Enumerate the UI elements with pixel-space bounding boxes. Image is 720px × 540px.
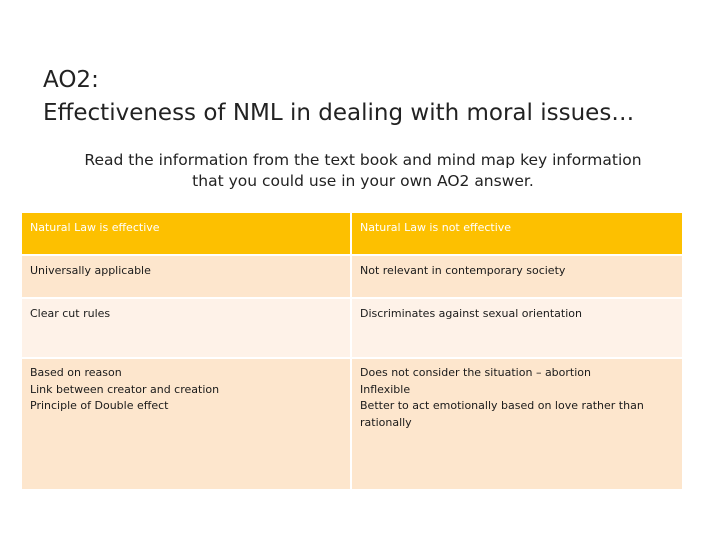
cell-line: Better to act emotionally based on love rather than <box>360 399 644 412</box>
title-line-2: Effectiveness of NML in dealing with moral issues… <box>43 100 635 126</box>
header-not-effective: Natural Law is not effective <box>351 212 683 255</box>
table-row <box>21 255 683 298</box>
cell-line: Not relevant in contemporary society <box>360 264 566 277</box>
cell-line: Principle of Double effect <box>30 399 169 412</box>
table-row <box>21 358 683 490</box>
table-cell <box>351 298 683 358</box>
title-line-1: AO2: <box>43 67 99 93</box>
instruction-text <box>30 150 696 192</box>
cell-line: Does not consider the situation – abortion <box>360 366 591 379</box>
table-cell <box>351 358 683 490</box>
slide-title <box>43 64 703 130</box>
cell-line: Discriminates against sexual orientation <box>360 307 582 320</box>
header-effective: Natural Law is effective <box>21 212 351 255</box>
table-cell <box>21 358 351 490</box>
table-header-row <box>21 212 683 255</box>
table-row <box>21 298 683 358</box>
table-cell <box>351 255 683 298</box>
cell-line: Based on reason <box>30 366 122 379</box>
table-cell <box>21 255 351 298</box>
cell-line: Clear cut rules <box>30 307 111 320</box>
comparison-table <box>20 211 684 491</box>
instruction-line-2: that you could use in your own AO2 answer. <box>192 172 534 190</box>
cell-line: rationally <box>360 415 412 429</box>
instruction-line-1: Read the information from the text book and mind map key information <box>84 151 642 169</box>
cell-line: Inflexible <box>360 382 411 396</box>
cell-line: Link between creator and creation <box>30 382 220 396</box>
cell-line: Universally applicable <box>30 264 151 277</box>
table-cell <box>21 298 351 358</box>
